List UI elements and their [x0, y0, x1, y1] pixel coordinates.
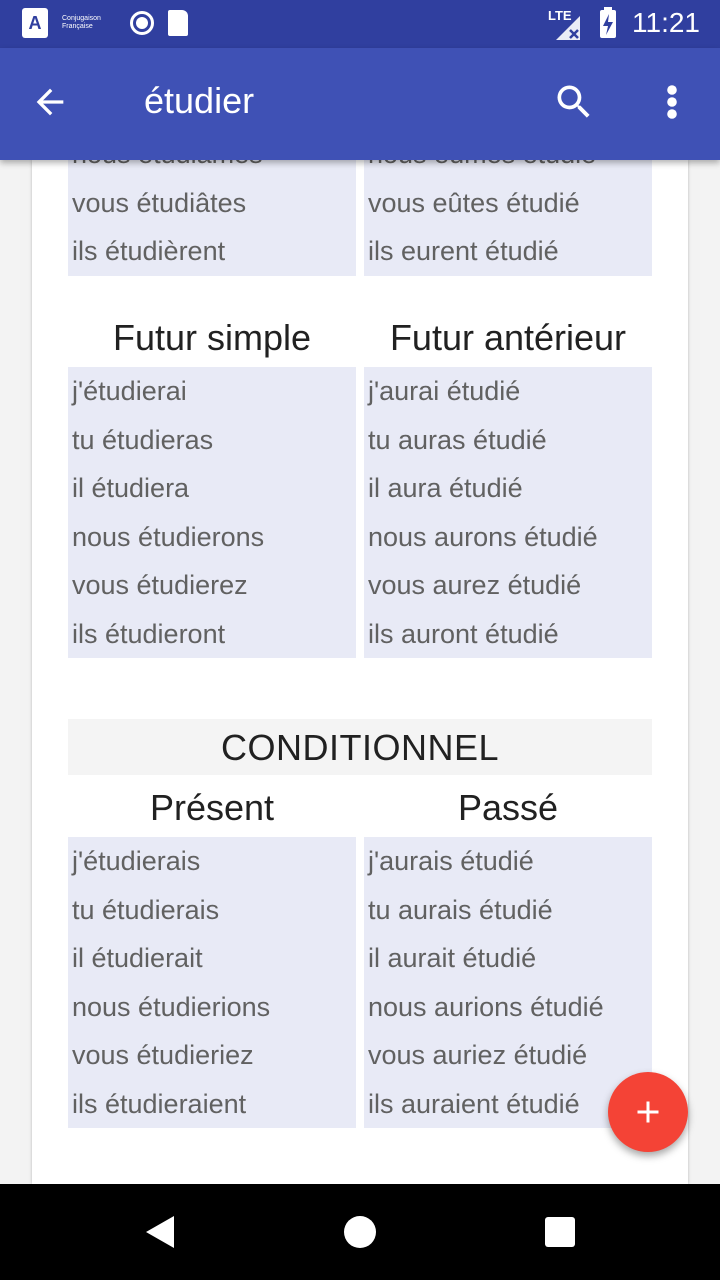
list-item: ils étudieront [72, 618, 226, 649]
list-item: tu étudieras [72, 424, 214, 455]
conditionnel-present-column [68, 837, 356, 1128]
add-fab-button[interactable] [608, 1072, 688, 1152]
list-item: ils étudieraient [72, 1088, 247, 1119]
app-bar [0, 48, 720, 160]
conditionnel-passe-column [364, 837, 652, 1128]
list-item: vous étudiâtes [72, 187, 247, 218]
list-item: ils auront étudié [368, 618, 559, 649]
list-item: j'étudierais [72, 846, 201, 876]
list-item: vous eûtes étudié [368, 187, 580, 218]
arrow-back-icon [30, 82, 70, 122]
list-item: il étudiera [72, 473, 190, 503]
search-button[interactable] [552, 80, 600, 128]
list-item: ils étudièrent [72, 236, 226, 266]
list-item: nous étudierons [72, 521, 265, 552]
list-item: nous aurons étudié [368, 521, 598, 552]
sd-card-icon [168, 10, 188, 36]
navigation-bar [0, 1184, 720, 1280]
nav-recents-icon[interactable] [545, 1217, 575, 1247]
list-item: ils eurent étudié [368, 236, 559, 266]
list-item: vous étudieriez [72, 1040, 254, 1070]
futur-anterieur-heading: Futur antérieur [389, 317, 627, 358]
battery-charging-icon [598, 7, 618, 39]
list-item: j'étudierai [72, 376, 187, 406]
page-title: étudier [144, 80, 255, 121]
network-label: LTE [548, 8, 572, 23]
list-item: j'aurais étudié [368, 846, 534, 876]
more-options-button[interactable] [654, 78, 690, 130]
back-button[interactable] [30, 82, 82, 126]
clock: 11:21 [632, 7, 700, 38]
list-item: tu étudierais [72, 894, 220, 925]
list-item: ils auraient étudié [368, 1088, 580, 1119]
futur-simple-column [68, 367, 356, 658]
list-item: il aurait étudié [368, 943, 537, 973]
lte-signal-icon [548, 6, 584, 40]
status-bar [0, 0, 720, 48]
search-icon [552, 80, 596, 124]
conditionnel-heading: CONDITIONNEL [68, 719, 652, 775]
conjugation-card[interactable] [32, 160, 688, 1184]
nav-back-icon[interactable] [144, 1214, 176, 1250]
nav-home-icon[interactable] [344, 1216, 376, 1248]
conditionnel-present-heading: Présent [149, 787, 275, 828]
app-badge-icon: A [22, 8, 48, 38]
list-item: nous étudierions [72, 991, 271, 1022]
conjugaison-notification-icon: Conjugaison Française [62, 15, 101, 30]
more-vert-icon [654, 78, 690, 126]
list-item: il aura étudié [368, 473, 523, 503]
list-item: tu aurais étudié [368, 894, 553, 925]
list-item: j'aurai étudié [368, 376, 521, 406]
list-item: vous auriez étudié [368, 1040, 588, 1070]
list-item: il étudierait [72, 943, 203, 973]
list-item: vous aurez étudié [368, 570, 582, 600]
conditionnel-passe-heading: Passé [457, 787, 559, 828]
list-item: tu auras étudié [368, 424, 547, 455]
record-icon [130, 11, 154, 35]
plus-icon [630, 1094, 666, 1130]
list-item: nous aurions étudié [368, 991, 604, 1022]
futur-simple-heading: Futur simple [112, 317, 312, 358]
list-item: vous étudierez [72, 570, 248, 600]
futur-anterieur-column [364, 367, 652, 658]
